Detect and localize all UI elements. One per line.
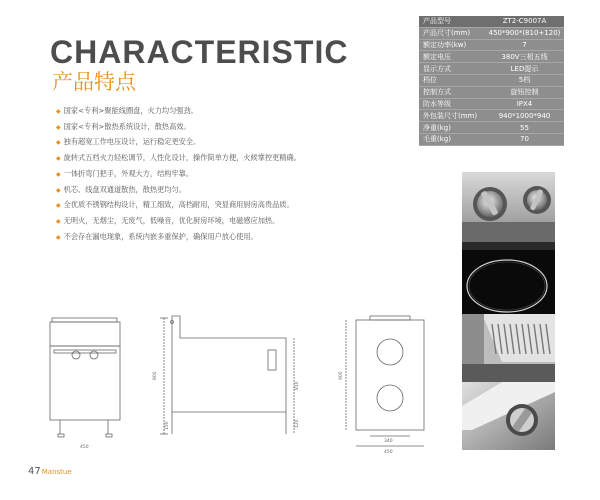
spec-value: ZT2-C9007A <box>485 16 564 27</box>
spec-value: 380V三相五线 <box>485 51 564 63</box>
feature-item: ◆ 全优质不锈钢结构设计，精工细致，高档耐用，突显商用厨房高贵品质。 <box>56 200 294 210</box>
dim-top-depth: 900 <box>339 371 344 380</box>
page-footer <box>28 466 72 477</box>
spec-value: LED提示 <box>485 63 564 75</box>
induction-cooktop-photo <box>462 242 555 314</box>
spec-key: 额定电压 <box>419 51 485 63</box>
spec-key: 外包装尺寸(mm) <box>419 110 485 122</box>
spec-row <box>419 98 564 110</box>
spec-row <box>419 63 564 75</box>
spec-row <box>419 133 564 145</box>
spec-row <box>419 86 564 98</box>
spec-value: 5档 <box>485 74 564 86</box>
spec-key: 额定功率(kw) <box>419 39 485 51</box>
dim-leg: 120 <box>295 419 300 428</box>
spec-key: 防水等级 <box>419 98 485 110</box>
spec-row <box>419 122 564 134</box>
spec-row <box>419 74 564 86</box>
feature-item: ◆ 不会存在漏电现象，系统内嵌多重保护，确保用户放心使用。 <box>56 231 258 241</box>
front-view-drawing <box>50 318 120 437</box>
feature-item: ◆ 旋转式五档火力轻松调节，人性化设计，操作简单方便，火候掌控更精确。 <box>56 153 301 163</box>
knob-closeup-photo <box>462 172 555 242</box>
spec-value: 55 <box>485 122 564 134</box>
feature-item: ◆ 一体折弯门把手，外观大方，结构牢靠。 <box>56 168 194 178</box>
feature-item: ◆ 国家<专利>聚能线圈盘，火力均匀强劲。 <box>56 106 198 115</box>
spec-value: IPX4 <box>485 98 564 110</box>
brand-logo: Manstue <box>41 468 72 476</box>
page-title: CHARACTERISTIC <box>50 34 349 70</box>
feature-list <box>56 104 416 245</box>
dim-top-w2: 450 <box>384 450 393 455</box>
spec-key: 产品尺寸(mm) <box>419 27 485 39</box>
spec-value: 450*900*(810+120) <box>485 27 564 39</box>
spec-key: 产品型号 <box>419 16 485 27</box>
bullet-icon: ◆ <box>56 108 61 115</box>
spec-row <box>419 110 564 122</box>
top-view-drawing <box>346 316 424 446</box>
bullet-icon: ◆ <box>56 186 61 194</box>
bullet-icon: ◆ <box>56 217 61 225</box>
dim-top-w1: 340 <box>384 439 393 444</box>
dim-height-side: 810 <box>295 381 300 390</box>
spec-header-row <box>419 16 564 27</box>
feature-item: ◆ 国家<专利>散热系统设计，散热高效。 <box>56 121 191 131</box>
spec-table <box>419 16 564 146</box>
technical-drawings <box>40 310 460 460</box>
spec-row <box>419 27 564 39</box>
bullet-icon: ◆ <box>56 202 61 210</box>
bullet-icon: ◆ <box>56 233 61 241</box>
spec-key: 档位 <box>419 74 485 86</box>
dim-depth-side: 800 <box>153 371 158 380</box>
knob-detail-photo <box>462 382 555 450</box>
vent-grill-photo <box>462 314 555 382</box>
page-number: 47 <box>28 466 41 477</box>
spec-value: 旋钮控制 <box>485 86 564 98</box>
feature-item: ◆ 无明火，无烟尘，无废气，低噪音，优化厨房环境，电磁感应加热。 <box>56 215 280 225</box>
spec-row <box>419 39 564 51</box>
page-subtitle: 产品特点 <box>52 70 136 94</box>
feature-item: ◆ 独有超宽工作电压设计，运行稳定更安全。 <box>56 137 201 147</box>
spec-key: 净重(kg) <box>419 122 485 134</box>
feature-item: ◆ 机芯、线盘双通道散热，散热更均匀。 <box>56 184 186 194</box>
bullet-icon: ◆ <box>56 155 61 163</box>
bullet-icon: ◆ <box>56 170 61 178</box>
dim-small-side: 150 <box>165 421 170 430</box>
side-view-drawing <box>160 316 294 434</box>
bullet-icon: ◆ <box>56 139 61 147</box>
dim-width-front: 450 <box>80 445 89 450</box>
spec-key: 显示方式 <box>419 63 485 75</box>
spec-row <box>419 51 564 63</box>
spec-key: 控制方式 <box>419 86 485 98</box>
spec-value: 940*1000*940 <box>485 110 564 122</box>
spec-key: 毛重(kg) <box>419 133 485 145</box>
bullet-icon: ◆ <box>56 123 61 131</box>
spec-value: 70 <box>485 133 564 145</box>
spec-value: 7 <box>485 39 564 51</box>
